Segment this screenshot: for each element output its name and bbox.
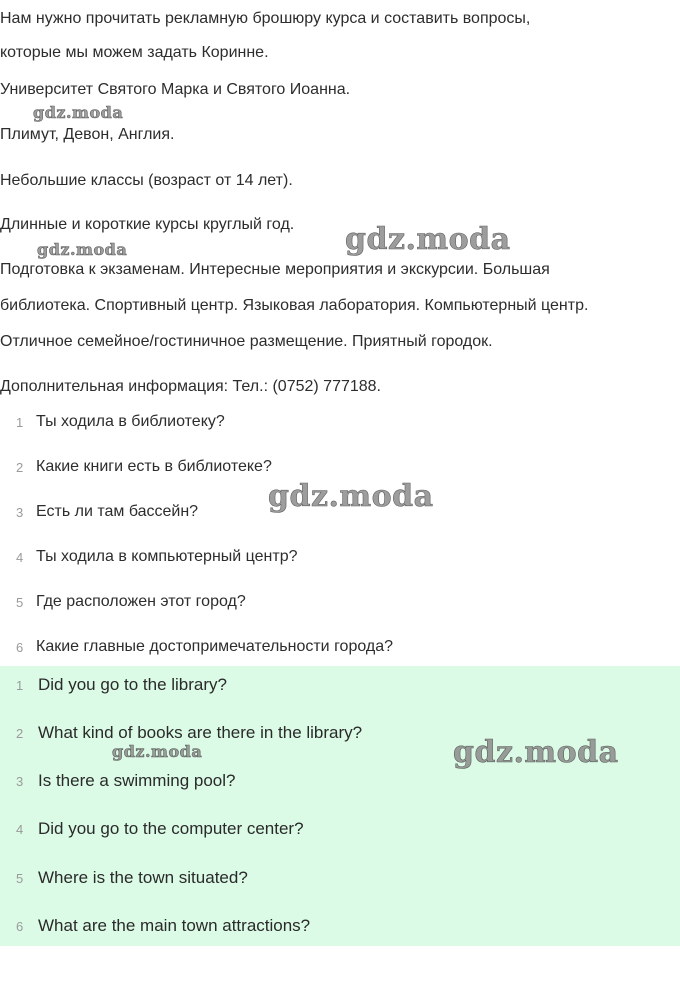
watermark: gdz.moda bbox=[33, 103, 124, 122]
answer-block bbox=[0, 666, 680, 946]
item-text: Did you go to the computer center? bbox=[38, 819, 304, 838]
intro-line: Дополнительная информация: Тел.: (0752) 777188. bbox=[0, 378, 381, 395]
intro-line: Отличное семейное/гостиничное размещение. Приятный городок. bbox=[0, 333, 493, 350]
intro-line: библиотека. Спортивный центр. Языковая лаборатория. Компьютерный центр. bbox=[0, 297, 589, 314]
item-text: Есть ли там бассейн? bbox=[36, 503, 199, 520]
item-text: What are the main town attractions? bbox=[38, 916, 311, 935]
item-number: 1 bbox=[16, 678, 24, 693]
item-text: Ты ходила в компьютерный центр? bbox=[36, 548, 298, 565]
item-number: 2 bbox=[16, 460, 24, 475]
item-text: Какие книги есть в библиотеке? bbox=[36, 458, 272, 475]
item-text: Ты ходила в библиотеку? bbox=[36, 413, 225, 430]
item-number: 6 bbox=[16, 919, 24, 934]
item-text: Is there a swimming pool? bbox=[38, 771, 236, 790]
intro-line: Длинные и короткие курсы круглый год. bbox=[0, 216, 295, 233]
intro-line: Нам нужно прочитать рекламную брошюру курса и составить вопросы, bbox=[0, 10, 531, 27]
item-number: 5 bbox=[16, 871, 24, 886]
watermark: gdz.moda bbox=[453, 735, 619, 770]
item-text: Did you go to the library? bbox=[38, 675, 227, 694]
item-text: What kind of books are there in the library? bbox=[38, 723, 363, 742]
intro-line: Небольшие классы (возраст от 14 лет). bbox=[0, 172, 293, 189]
item-number: 3 bbox=[16, 505, 24, 520]
item-text: Where is the town situated? bbox=[38, 868, 248, 887]
item-number: 3 bbox=[16, 774, 24, 789]
item-number: 4 bbox=[16, 550, 24, 565]
item-number: 5 bbox=[16, 595, 24, 610]
watermark: gdz.moda bbox=[345, 222, 511, 257]
item-text: Где расположен этот город? bbox=[36, 593, 246, 610]
item-number: 4 bbox=[16, 822, 24, 837]
intro-line: Плимут, Девон, Англия. bbox=[0, 126, 175, 143]
watermark: gdz.moda bbox=[268, 479, 434, 514]
intro-line: которые мы можем задать Коринне. bbox=[0, 44, 269, 61]
watermark: gdz.moda bbox=[112, 742, 203, 761]
intro-line: Университет Святого Марка и Святого Иоанна. bbox=[0, 81, 351, 98]
item-text: Какие главные достопримечательности города? bbox=[36, 638, 394, 655]
intro-line: Подготовка к экзаменам. Интересные мероприятия и экскурсии. Большая bbox=[0, 261, 550, 278]
watermark: gdz.moda bbox=[37, 240, 128, 259]
item-number: 2 bbox=[16, 726, 24, 741]
item-number: 6 bbox=[16, 640, 24, 655]
item-number: 1 bbox=[16, 415, 24, 430]
